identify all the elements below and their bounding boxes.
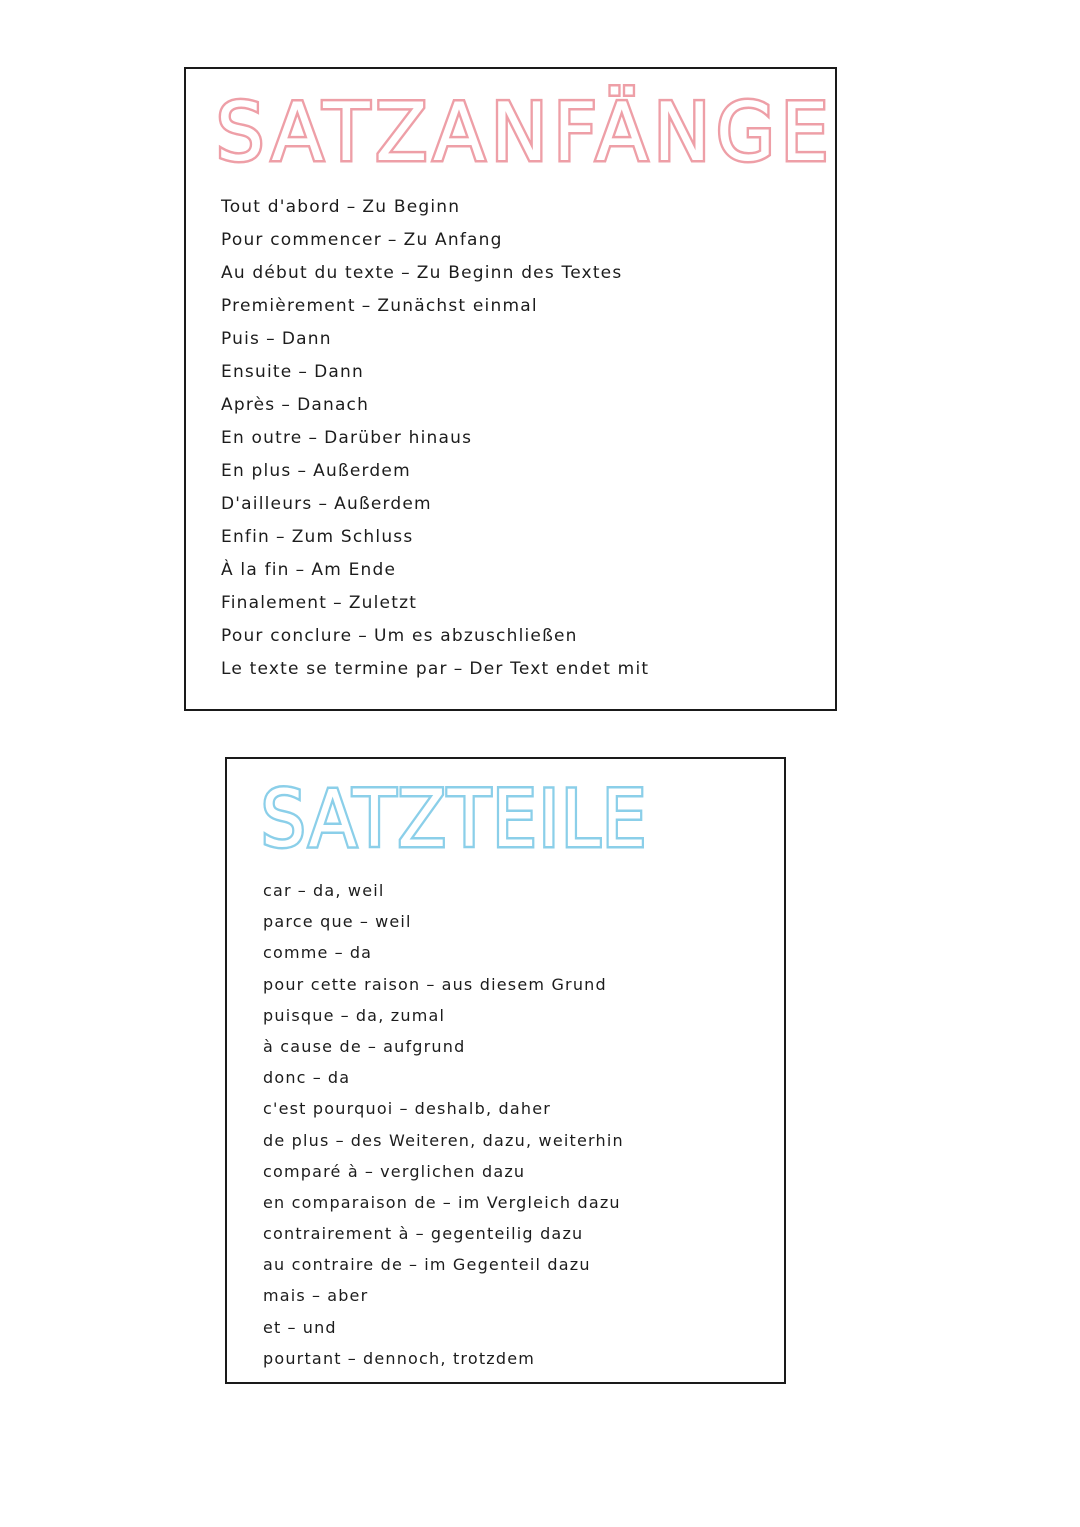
french-phrase: Au début du texte [221, 263, 396, 283]
german-translation: Zu Anfang [403, 230, 503, 250]
french-phrase: Puis [221, 329, 261, 349]
dash-separator: – [415, 1224, 425, 1244]
dash-separator: – [364, 1161, 375, 1181]
dash-separator: – [297, 881, 307, 900]
satzanfaenge-list [221, 191, 649, 686]
german-translation: verglichen dazu [380, 1161, 526, 1181]
german-translation: Zuletzt [348, 593, 418, 613]
french-phrase: D'ailleurs [221, 494, 313, 514]
german-translation: Am Ende [311, 560, 397, 580]
dash-separator: – [387, 230, 398, 250]
german-translation: und [302, 1317, 337, 1337]
french-phrase: Enfin [221, 527, 270, 547]
french-phrase: car [263, 881, 292, 900]
dash-separator: – [287, 1317, 297, 1337]
french-phrase: comme [263, 943, 329, 963]
vocab-entry [263, 1000, 624, 1031]
french-phrase: Pour conclure [221, 626, 353, 646]
vocab-entry [263, 1218, 624, 1249]
german-translation: im Gegenteil dazu [424, 1255, 591, 1275]
vocab-entry [221, 653, 649, 686]
german-translation: Um es abzuschließen [373, 626, 578, 646]
dash-separator: – [442, 1192, 452, 1212]
vocab-entry [221, 521, 649, 554]
german-translation: aufgrund [383, 1036, 466, 1056]
dash-separator: – [399, 1099, 409, 1119]
vocab-entry [263, 969, 624, 1000]
french-phrase: mais [263, 1286, 306, 1306]
french-phrase: c'est pourquoi [263, 1099, 394, 1119]
vocab-entry [221, 620, 649, 653]
dash-separator: – [318, 494, 329, 514]
dash-separator: – [401, 263, 411, 283]
satzanfaenge-card [184, 67, 837, 711]
french-phrase: donc [263, 1068, 307, 1088]
german-translation: Darüber hinaus [324, 428, 473, 448]
vocab-entry [221, 389, 649, 422]
german-translation: gegenteilig dazu [430, 1224, 584, 1244]
dash-separator: – [340, 1005, 350, 1025]
german-translation: Zu Beginn des Textes [416, 263, 623, 283]
dash-separator: – [266, 329, 276, 349]
dash-separator: – [333, 593, 343, 613]
german-translation: Zunächst einmal [377, 296, 538, 316]
french-phrase: Tout d'abord [221, 197, 341, 217]
french-phrase: Ensuite [221, 362, 293, 382]
french-phrase: à cause de [263, 1036, 362, 1056]
german-translation: deshalb, daher [414, 1099, 552, 1119]
vocab-entry [263, 1312, 624, 1343]
dash-separator: – [335, 1130, 345, 1150]
german-translation: Dann [314, 362, 364, 382]
french-phrase: Après [221, 395, 276, 415]
vocab-entry [263, 906, 624, 937]
vocab-entry [221, 323, 649, 356]
dash-separator: – [347, 1348, 357, 1368]
german-translation: dennoch, trotzdem [362, 1348, 536, 1368]
dash-separator: – [409, 1255, 419, 1275]
vocab-entry [221, 422, 649, 455]
french-phrase: en comparaison de [263, 1192, 437, 1212]
german-translation: Dann [281, 329, 332, 349]
vocab-entry [263, 1343, 624, 1374]
dash-separator: – [276, 527, 286, 547]
german-translation: da, zumal [355, 1005, 446, 1025]
satzteile-heading: SATZTEILE [261, 775, 649, 865]
vocab-entry [263, 1187, 624, 1218]
french-phrase: En plus [221, 461, 292, 481]
vocab-entry [263, 1093, 624, 1124]
dash-separator: – [361, 296, 372, 316]
german-translation: Der Text endet mit [469, 659, 650, 679]
vocab-entry [263, 1280, 624, 1311]
vocab-entry [221, 290, 649, 323]
vocab-entry [221, 356, 649, 389]
dash-separator: – [311, 1286, 322, 1306]
german-translation: da, weil [312, 881, 385, 900]
german-translation: Zu Beginn [362, 197, 461, 217]
vocab-entry [263, 1125, 624, 1156]
satzteile-list [263, 875, 624, 1374]
dash-separator: – [358, 626, 368, 646]
satzteile-card [225, 757, 786, 1384]
german-translation: Außerdem [313, 461, 411, 481]
german-translation: da [327, 1068, 351, 1088]
vocab-entry [263, 1062, 624, 1093]
french-phrase: parce que [263, 912, 354, 932]
dash-separator: – [295, 560, 306, 580]
vocab-entry [221, 587, 649, 620]
german-translation: Außerdem [334, 494, 432, 514]
vocab-entry [263, 1031, 624, 1062]
vocab-entry [221, 554, 649, 587]
satzanfaenge-heading: SATZANFÄNGE [216, 86, 835, 179]
german-translation: weil [375, 912, 412, 932]
french-phrase: puisque [263, 1005, 335, 1025]
french-phrase: et [263, 1317, 282, 1337]
vocab-entry [221, 455, 649, 488]
dash-separator: – [297, 461, 308, 481]
dash-separator: – [359, 912, 370, 932]
vocab-entry [221, 191, 649, 224]
dash-separator: – [298, 362, 309, 382]
german-translation: da [349, 943, 373, 963]
dash-separator: – [453, 659, 464, 679]
french-phrase: de plus [263, 1130, 330, 1150]
french-phrase: pour cette raison [263, 974, 421, 994]
dash-separator: – [426, 974, 436, 994]
french-phrase: contrairement à [263, 1224, 410, 1244]
dash-separator: – [334, 943, 344, 963]
german-translation: Danach [297, 395, 370, 415]
vocab-entry [221, 224, 649, 257]
dash-separator: – [281, 395, 292, 415]
german-translation: im Vergleich dazu [458, 1192, 621, 1212]
french-phrase: À la fin [221, 560, 290, 580]
dash-separator: – [367, 1036, 378, 1056]
german-translation: aus diesem Grund [441, 974, 607, 994]
french-phrase: pourtant [263, 1348, 342, 1368]
vocab-entry [263, 1156, 624, 1187]
vocab-entry [263, 1249, 624, 1280]
dash-separator: – [308, 428, 319, 448]
french-phrase: Pour commencer [221, 230, 382, 250]
vocab-entry [263, 937, 624, 968]
german-translation: Zum Schluss [291, 527, 414, 547]
vocab-entry [263, 875, 624, 906]
french-phrase: Finalement [221, 593, 328, 613]
german-translation: aber [327, 1286, 369, 1306]
french-phrase: au contraire de [263, 1255, 404, 1275]
dash-separator: – [312, 1068, 322, 1088]
french-phrase: comparé à [263, 1161, 359, 1181]
french-phrase: En outre [221, 428, 303, 448]
dash-separator: – [346, 197, 357, 217]
vocab-entry [221, 488, 649, 521]
french-phrase: Premièrement [221, 296, 356, 316]
german-translation: des Weiteren, dazu, weiterhin [350, 1130, 624, 1150]
french-phrase: Le texte se termine par [221, 659, 448, 679]
vocab-entry [221, 257, 649, 290]
